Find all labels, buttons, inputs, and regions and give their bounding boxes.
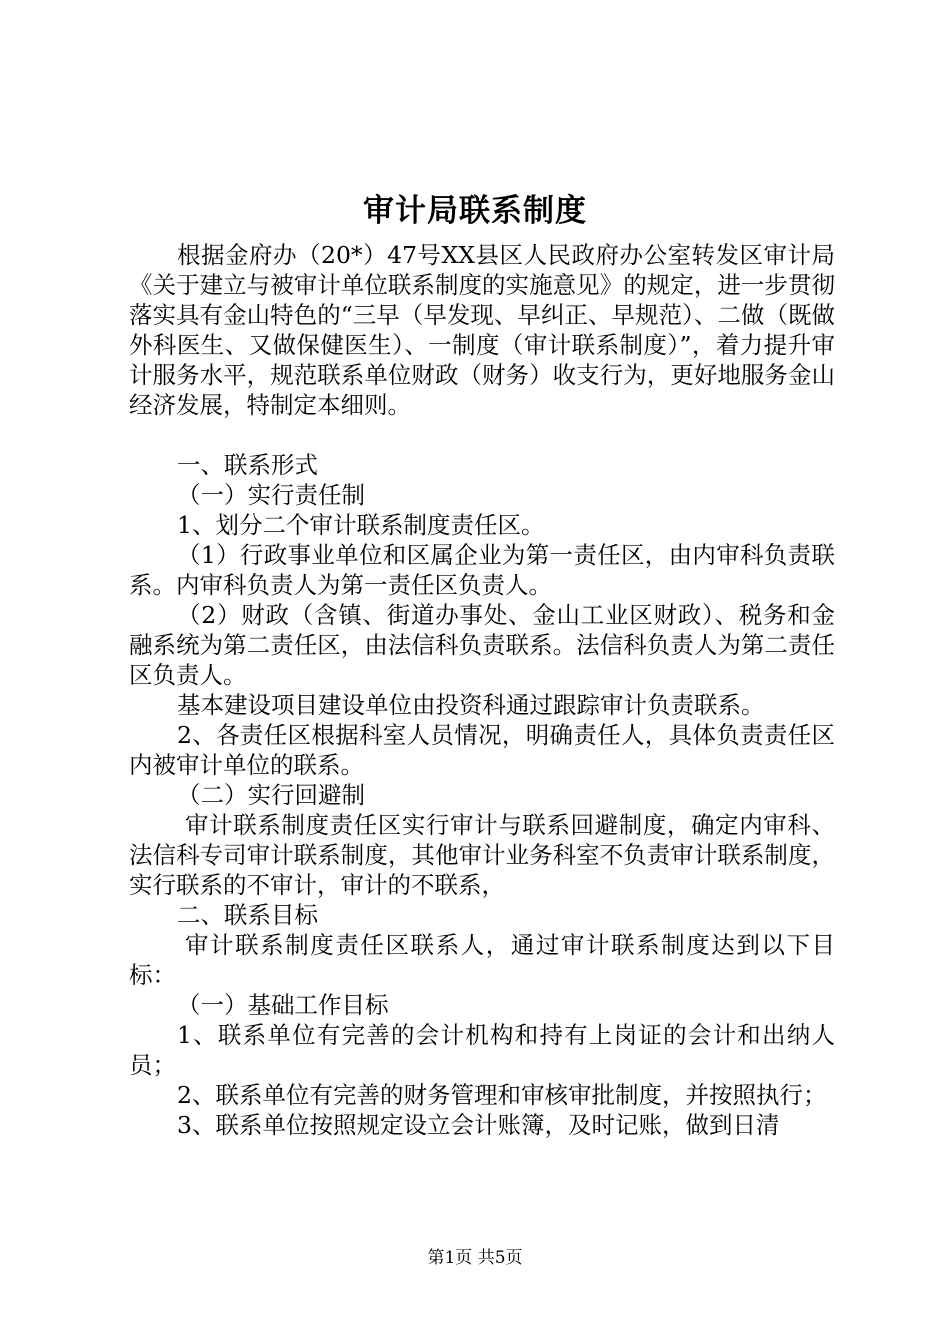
- body-paragraph: 审计联系制度责任区实行审计与联系回避制度，确定内审科、法信科专司审计联系制度，其他审计业务科室不负责审计联系制度，实行联系的不审计，审计的不联系，: [129, 811, 835, 899]
- document-body: [129, 240, 835, 1140]
- subsection-heading: （二）实行回避制: [177, 781, 365, 809]
- section-heading-1: 一、联系形式: [177, 451, 318, 479]
- body-paragraph: 基本建设项目建设单位由投资科通过跟踪审计负责联系。: [177, 691, 765, 719]
- body-paragraph: 审计联系制度责任区联系人，通过审计联系制度达到以下目标：: [129, 931, 835, 989]
- intro-paragraph: 根据金府办（20*）47号XX县区人民政府办公室转发区审计局《关于建立与被审计单位联系制度的实施意见》的规定，进一步贯彻落实具有金山特色的“三早（早发现、早纠正、早规范）、二做（既做外科医生、又做保健医生）、一制度（审计联系制度）”，着力提升审计服务水平，规范联系单位财政（财务）收支行为，更好地服务金山经济发展，特制定本细则。: [129, 241, 835, 419]
- paragraph-gap: [129, 420, 835, 450]
- list-item: 1、划分二个审计联系制度责任区。: [177, 511, 545, 539]
- list-item: （1）行政事业单位和区属企业为第一责任区，由内审科负责联系。内审科负责人为第一责任区负责人。: [129, 541, 835, 599]
- list-item: （2）财政（含镇、街道办事处、金山工业区财政）、税务和金融系统为第二责任区，由法信科负责联系。法信科负责人为第二责任区负责人。: [129, 601, 835, 689]
- page-number: 第1页 共5页: [427, 1248, 523, 1268]
- subsection-heading: （一）基础工作目标: [177, 991, 389, 1019]
- list-item: 3、联系单位按照规定设立会计账簿，及时记账，做到日清: [177, 1111, 780, 1139]
- list-item: 2、联系单位有完善的财务管理和审核审批制度，并按照执行；: [177, 1081, 827, 1109]
- list-item: 2、各责任区根据科室人员情况，明确责任人，具体负责责任区内被审计单位的联系。: [129, 721, 835, 779]
- section-heading-2: 二、联系目标: [177, 901, 318, 929]
- list-item: 1、联系单位有完善的会计机构和持有上岗证的会计和出纳人员；: [129, 1021, 835, 1079]
- subsection-heading: （一）实行责任制: [177, 481, 365, 509]
- document-title: 审计局联系制度: [363, 193, 587, 229]
